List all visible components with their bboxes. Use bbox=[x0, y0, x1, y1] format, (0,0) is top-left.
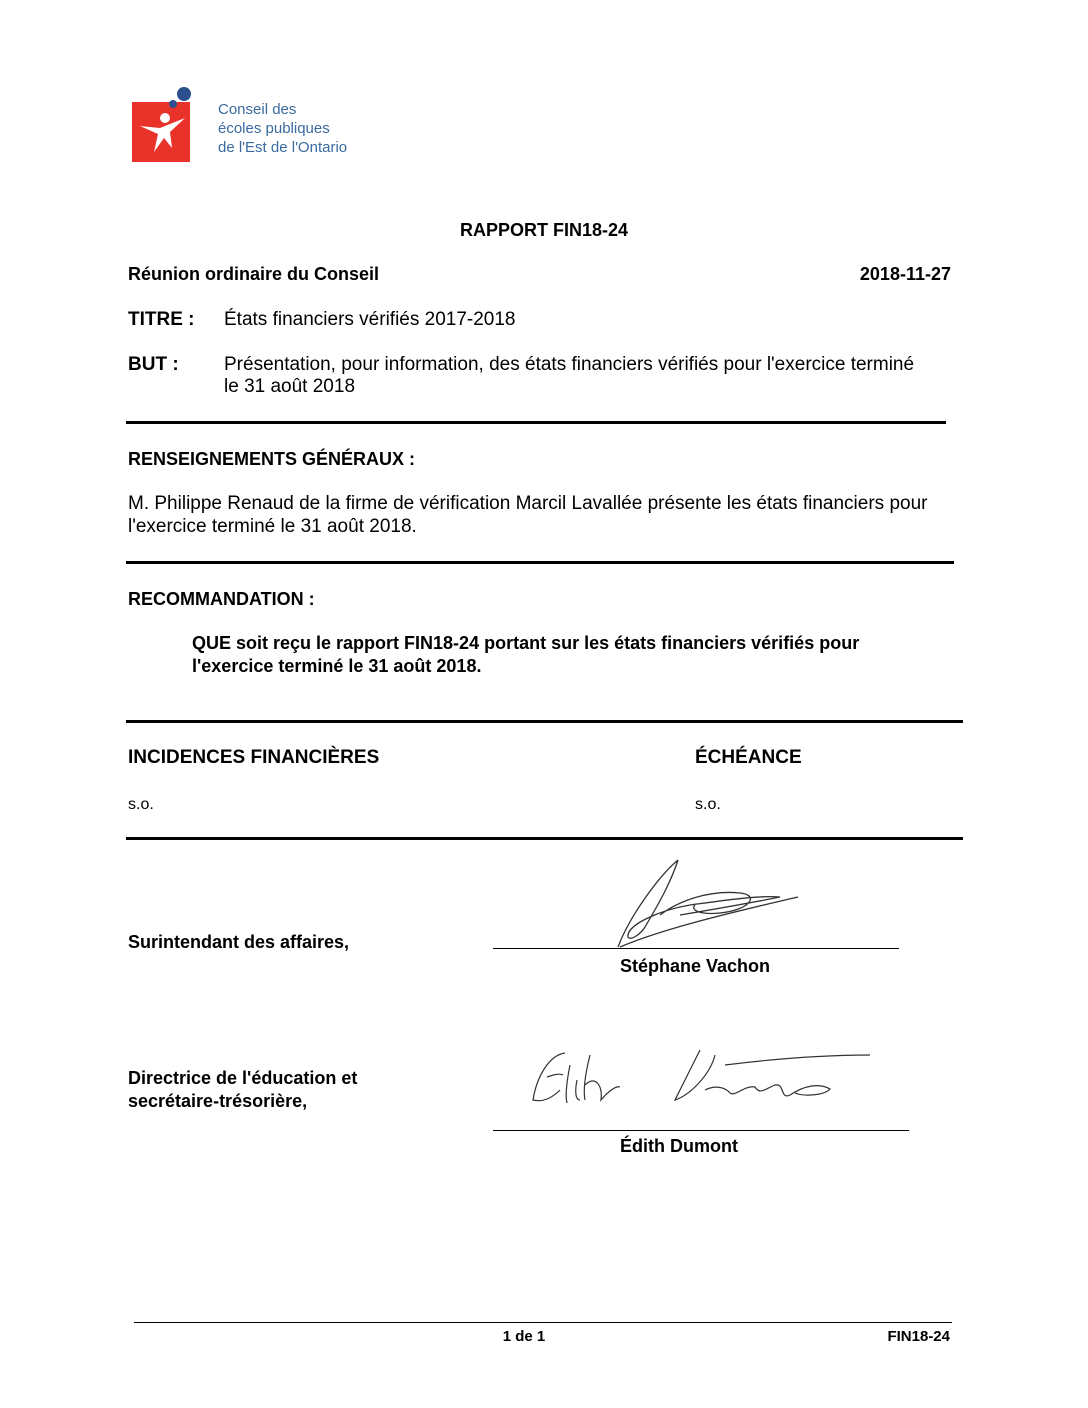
logo-line-1: Conseil des bbox=[218, 101, 297, 118]
signature-line-2 bbox=[493, 1130, 909, 1131]
financial-heading: INCIDENCES FINANCIÈRES bbox=[128, 747, 380, 768]
signature-role-2b: secrétaire-trésorière, bbox=[128, 1091, 308, 1111]
meeting-date: 2018-11-27 bbox=[859, 264, 951, 284]
deadline-heading: ÉCHÉANCE bbox=[695, 747, 802, 768]
signature-name-1: Stéphane Vachon bbox=[620, 956, 771, 976]
titre-label: TITRE : bbox=[128, 309, 195, 330]
recommendation-line-2: l'exercice terminé le 31 août 2018. bbox=[192, 656, 482, 676]
general-line-2: l'exercice terminé le 31 août 2018. bbox=[128, 516, 417, 537]
signature-line-1 bbox=[493, 948, 899, 949]
divider bbox=[126, 421, 946, 424]
but-line-1: Présentation, pour information, des états financiers vérifiés pour l'exercice terminé bbox=[224, 354, 915, 375]
signature-role-1: Surintendant des affaires, bbox=[128, 932, 350, 952]
recommendation-line-1: QUE soit reçu le rapport FIN18-24 portant sur les états financiers vérifiés pour bbox=[192, 633, 860, 653]
but-line-2: le 31 août 2018 bbox=[224, 376, 356, 397]
board-logo bbox=[130, 86, 348, 166]
logo-line-3: de l'Est de l'Ontario bbox=[218, 139, 348, 156]
logo-line-2: écoles publiques bbox=[218, 120, 330, 137]
logo-emblem-icon bbox=[130, 86, 210, 166]
financial-value: s.o. bbox=[128, 796, 154, 813]
but-label: BUT : bbox=[128, 354, 179, 375]
meeting-type: Réunion ordinaire du Conseil bbox=[128, 264, 380, 284]
divider bbox=[126, 837, 963, 840]
signature-name-2: Édith Dumont bbox=[620, 1136, 738, 1156]
titre-value: États financiers vérifiés 2017-2018 bbox=[224, 309, 516, 330]
footer-rule bbox=[134, 1322, 952, 1323]
footer-page: 1 de 1 bbox=[502, 1328, 546, 1345]
divider bbox=[126, 561, 954, 564]
footer-code: FIN18-24 bbox=[887, 1328, 950, 1345]
signature-role-2a: Directrice de l'éducation et bbox=[128, 1068, 358, 1088]
signature-vachon-icon bbox=[600, 855, 810, 955]
recommendation-heading: RECOMMANDATION : bbox=[128, 589, 315, 609]
divider bbox=[126, 720, 963, 723]
report-title: RAPPORT FIN18-24 bbox=[459, 220, 629, 240]
general-line-1: M. Philippe Renaud de la firme de vérification Marcil Lavallée présente les états financiers pour bbox=[128, 493, 928, 514]
signature-dumont-icon bbox=[525, 1045, 875, 1115]
deadline-value: s.o. bbox=[695, 796, 721, 813]
general-heading: RENSEIGNEMENTS GÉNÉRAUX : bbox=[128, 449, 416, 469]
